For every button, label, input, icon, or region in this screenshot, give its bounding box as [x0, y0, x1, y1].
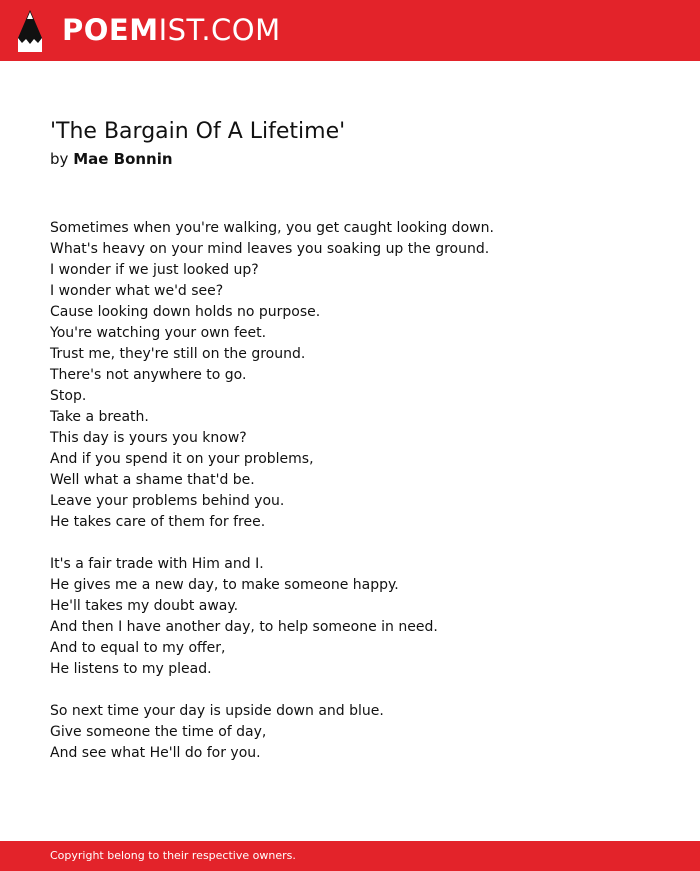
- poem-line: And to equal to my offer,: [50, 640, 226, 656]
- poem-line: Take a breath.: [50, 409, 149, 425]
- logo-bold-text: POEM: [62, 13, 159, 47]
- poem-line: And if you spend it on your problems,: [50, 451, 314, 467]
- poem-line: Cause looking down holds no purpose.: [50, 304, 321, 320]
- poem-stanza: [50, 701, 670, 764]
- poem-line: There's not anywhere to go.: [50, 367, 247, 383]
- poem-line: I wonder if we just looked up?: [50, 262, 259, 278]
- poem-line: He'll takes my doubt away.: [50, 598, 239, 614]
- poem-line: And see what He'll do for you.: [50, 745, 261, 761]
- site-footer: [0, 841, 700, 871]
- poem-body: [50, 218, 670, 785]
- poem-line: He takes care of them for free.: [50, 514, 266, 530]
- poem-line: Leave your problems behind you.: [50, 493, 285, 509]
- byline: [50, 148, 173, 170]
- poem-line: He gives me a new day, to make someone happy.: [50, 577, 399, 593]
- poem-stanza: [50, 554, 670, 680]
- poem-line: What's heavy on your mind leaves you soaking up the ground.: [50, 241, 490, 257]
- poem-line: This day is yours you know?: [50, 430, 247, 446]
- poem-stanza: [50, 218, 670, 533]
- logo-light-text: IST.COM: [158, 13, 281, 47]
- poem-line: I wonder what we'd see?: [50, 283, 224, 299]
- poem-line: So next time your day is upside down and blue.: [50, 703, 384, 719]
- author-name: Mae Bonnin: [73, 150, 173, 168]
- pencil-tip-icon: [18, 10, 42, 52]
- poem-line: It's a fair trade with Him and I.: [50, 556, 264, 572]
- copyright-text: Copyright belong to their respective owners.: [50, 849, 296, 862]
- poem-line: Well what a shame that'd be.: [50, 472, 255, 488]
- poem-line: He listens to my plead.: [50, 661, 212, 677]
- by-label: by: [50, 150, 69, 168]
- poem-line: You're watching your own feet.: [50, 325, 267, 341]
- poem-line: Trust me, they're still on the ground.: [50, 346, 306, 362]
- poem-title: 'The Bargain Of A Lifetime': [50, 119, 346, 144]
- poem-line: Stop.: [50, 388, 87, 404]
- site-header: [0, 0, 700, 61]
- poem-line: Sometimes when you're walking, you get caught looking down.: [50, 220, 494, 236]
- poem-line: Give someone the time of day,: [50, 724, 267, 740]
- poem-line: And then I have another day, to help someone in need.: [50, 619, 438, 635]
- site-logo[interactable]: [62, 12, 281, 48]
